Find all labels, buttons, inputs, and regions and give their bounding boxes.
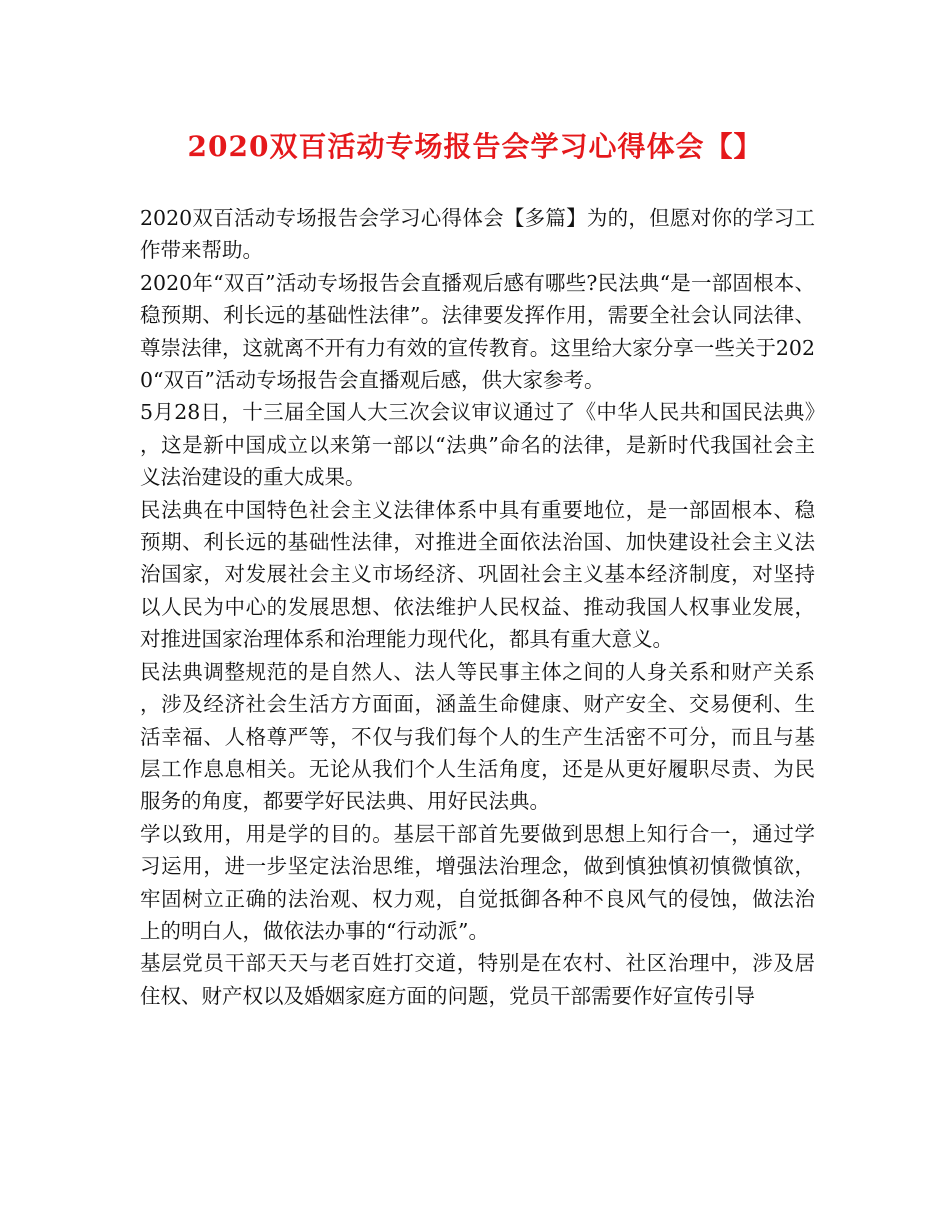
- document-body: [140, 202, 815, 1012]
- document-title: 2020双百活动专场报告会学习心得体会【】: [187, 130, 763, 163]
- paragraph-scope: 民法典调整规范的是自然人、法人等民事主体之间的人身关系和财产关系，涉及经济社会生活方方面面，涵盖生命健康、财产安全、交易便利、生活幸福、人格尊严等，不仅与我们每个人的生产生活密不可分，而且与基层工作息息相关。无论从我们个人生活角度，还是从更好履职尽责、为民服务的角度，都要学好民法典、用好民法典。: [140, 659, 815, 814]
- paragraph-intro: 2020双百活动专场报告会学习心得体会【多篇】为的，但愿对你的学习工作带来帮助。: [140, 206, 815, 263]
- paragraph-passage: 5月28日，十三届全国人大三次会议审议通过了《中华人民共和国民法典》，这是新中国成立以来第一部以“法典”命名的法律，是新时代我国社会主义法治建设的重大成果。: [140, 400, 815, 490]
- paragraph-significance: 民法典在中国特色社会主义法律体系中具有重要地位，是一部固根本、稳预期、利长远的基础性法律，对推进全面依法治国、加快建设社会主义法治国家，对发展社会主义市场经济、巩固社会主义基本经济制度，对坚持以人民为中心的发展思想、依法维护人民权益、推动我国人权事业发展，对推进国家治理体系和治理能力现代化，都具有重大意义。: [140, 497, 815, 652]
- paragraph-application: 学以致用，用是学的目的。基层干部首先要做到思想上知行合一，通过学习运用，进一步坚定法治思维，增强法治理念，做到慎独慎初慎微慎欲，牢固树立正确的法治观、权力观，自觉抵御各种不良风气的侵蚀，做法治上的明白人，做依法办事的“行动派”。: [140, 821, 815, 943]
- paragraph-overview: 2020年“双百”活动专场报告会直播观后感有哪些?民法典“是一部固根本、稳预期、利长远的基础性法律”。法律要发挥作用，需要全社会认同法律、尊崇法律，这就离不开有力有效的宣传教育。这里给大家分享一些关于2020“双百”活动专场报告会直播观后感，供大家参考。: [140, 270, 815, 393]
- paragraph-grassroots: 基层党员干部天天与老百姓打交道，特别是在农村、社区治理中，涉及居住权、财产权以及婚姻家庭方面的问题，党员干部需要作好宣传引导: [140, 951, 815, 1008]
